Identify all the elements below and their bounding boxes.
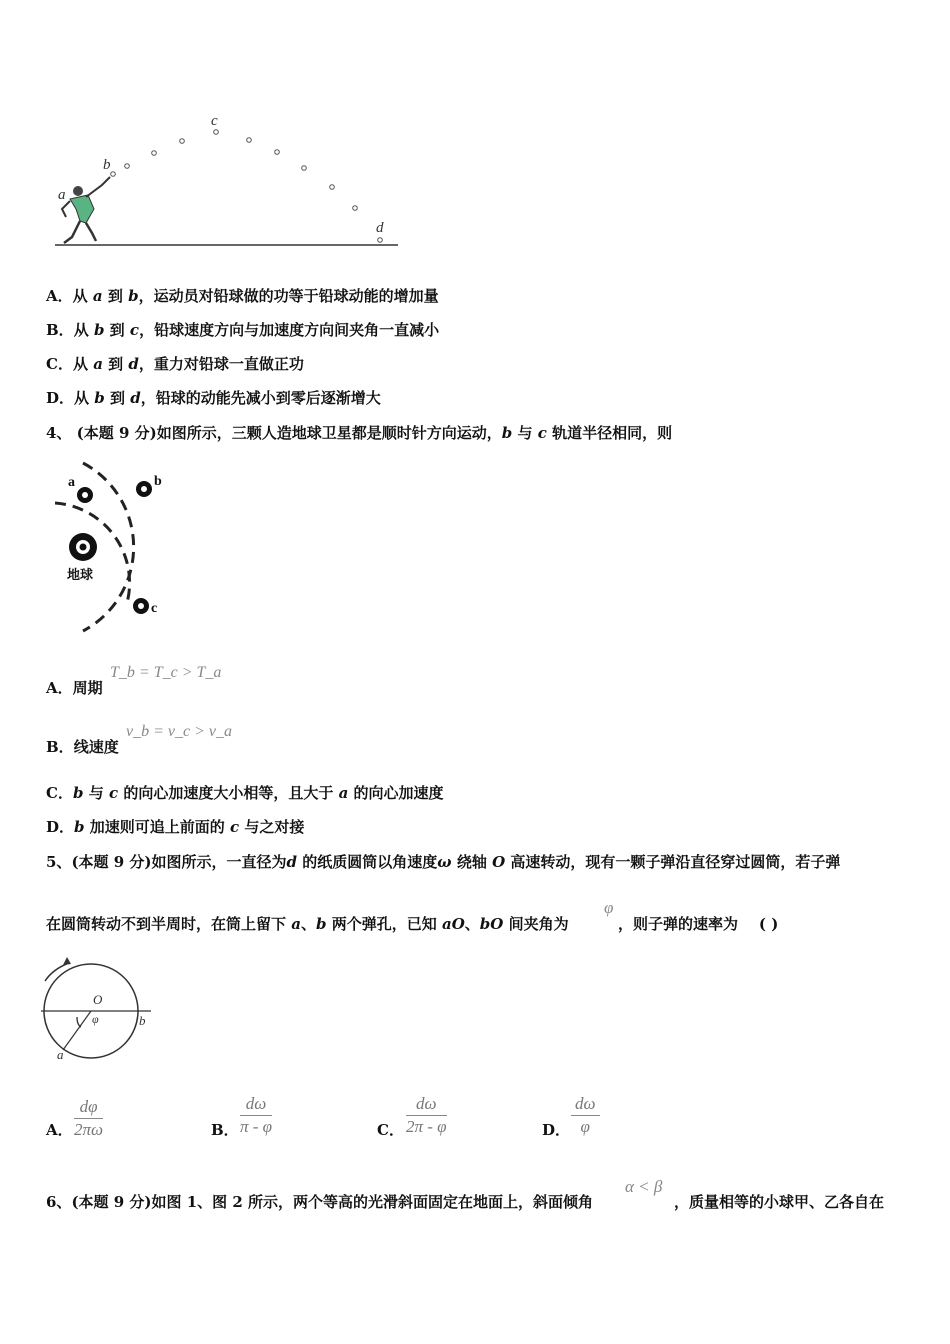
satellite-a-icon: [77, 487, 93, 503]
q5-phi-formula: φ: [604, 898, 614, 917]
q5-option-c-fraction: $\frac{d\omega}{2\pi - \varphi}$: [406, 1094, 447, 1136]
cylinder-figure: [35, 953, 165, 1063]
q6-formula: α < β: [625, 1177, 663, 1196]
q4-option-d[interactable]: D．b 加速则可追上前面的 c 与之对接: [46, 818, 305, 836]
label-c: c: [211, 113, 218, 129]
q3-option-b[interactable]: B．从 b 到 c，铅球速度方向与加速度方向间夹角一直减小: [46, 321, 440, 339]
q5-option-b-label[interactable]: B．: [211, 1121, 239, 1139]
label-O: O: [93, 992, 103, 1007]
q3-option-c[interactable]: C．从 a 到 d，重力对铅球一直做正功: [46, 355, 304, 373]
q4-option-b[interactable]: B．线速度: [46, 738, 119, 756]
q5-option-a-fraction: $\frac{d\varphi}{2\pi\omega}$: [74, 1097, 104, 1139]
q5-option-b-fraction: $\frac{d\omega}{\pi - \varphi}$: [240, 1094, 273, 1136]
label-b: b: [103, 157, 111, 173]
earth-label: 地球: [67, 568, 94, 583]
trajectory-dots: [111, 130, 383, 243]
radius-line: [63, 1011, 91, 1050]
q5-option-d-fraction: $\frac{d\omega}{\varphi}$: [571, 1093, 600, 1138]
q4-option-a-formula: T_b = T_c > T_a: [110, 664, 222, 681]
sat-b-label: b: [154, 474, 162, 489]
label-phi: φ: [92, 1012, 99, 1026]
q3-option-a[interactable]: A．从 a 到 b，运动员对铅球做的功等于铅球动能的增加量: [46, 287, 439, 305]
q4-option-a[interactable]: A．周期: [46, 679, 103, 697]
earth-icon: [69, 533, 97, 561]
label-a: a: [58, 187, 66, 203]
label-a-hole: a: [57, 1047, 64, 1062]
athlete-icon: [62, 177, 110, 243]
q5-stem-line2-tail: ，则子弹的速率为 ( ): [618, 915, 779, 933]
q6-stem-tail: ，质量相等的小球甲、乙各自在: [674, 1193, 885, 1211]
label-d: d: [376, 220, 384, 236]
arrowhead-icon: [63, 957, 71, 965]
sat-c-label: c: [151, 601, 158, 616]
q5-stem-line2: 在圆筒转动不到半周时，在筒上留下 a、b 两个弹孔，已知 aO、bO 间夹角为: [46, 915, 569, 933]
sat-a-label: a: [68, 475, 75, 490]
shotput-figure: [50, 105, 410, 255]
q5-option-d-label[interactable]: D．: [542, 1121, 571, 1139]
q5-option-a-label[interactable]: A．: [46, 1121, 73, 1139]
satellite-c-icon: [133, 598, 149, 614]
q3-option-d[interactable]: D．从 b 到 d，铅球的动能先减小到零后逐渐增大: [46, 389, 381, 407]
q4-option-b-formula: v_b = v_c > v_a: [126, 723, 232, 740]
q4-option-c[interactable]: C．b 与 c 的向心加速度大小相等，且大于 a 的向心加速度: [46, 784, 444, 802]
q5-stem-line1: 5、(本题 9 分)如图所示，一直径为d 的纸质圆筒以角速度ω 绕轴 O 高速转动，现有一颗子弹沿直径穿过圆筒，若子弹: [46, 853, 841, 871]
q4-stem: 4、 (本题 9 分)如图所示，三颗人造地球卫星都是顺时针方向运动，b 与 c 轨道半径相同，则: [46, 424, 673, 442]
satellite-b-icon: [136, 481, 152, 497]
q5-option-c-label[interactable]: C．: [377, 1121, 404, 1139]
satellite-figure: [55, 455, 190, 640]
label-b-hole: b: [139, 1013, 146, 1028]
q6-stem: 6、(本题 9 分)如图 1、图 2 所示，两个等高的光滑斜面固定在地面上，斜面倾角: [46, 1193, 594, 1211]
